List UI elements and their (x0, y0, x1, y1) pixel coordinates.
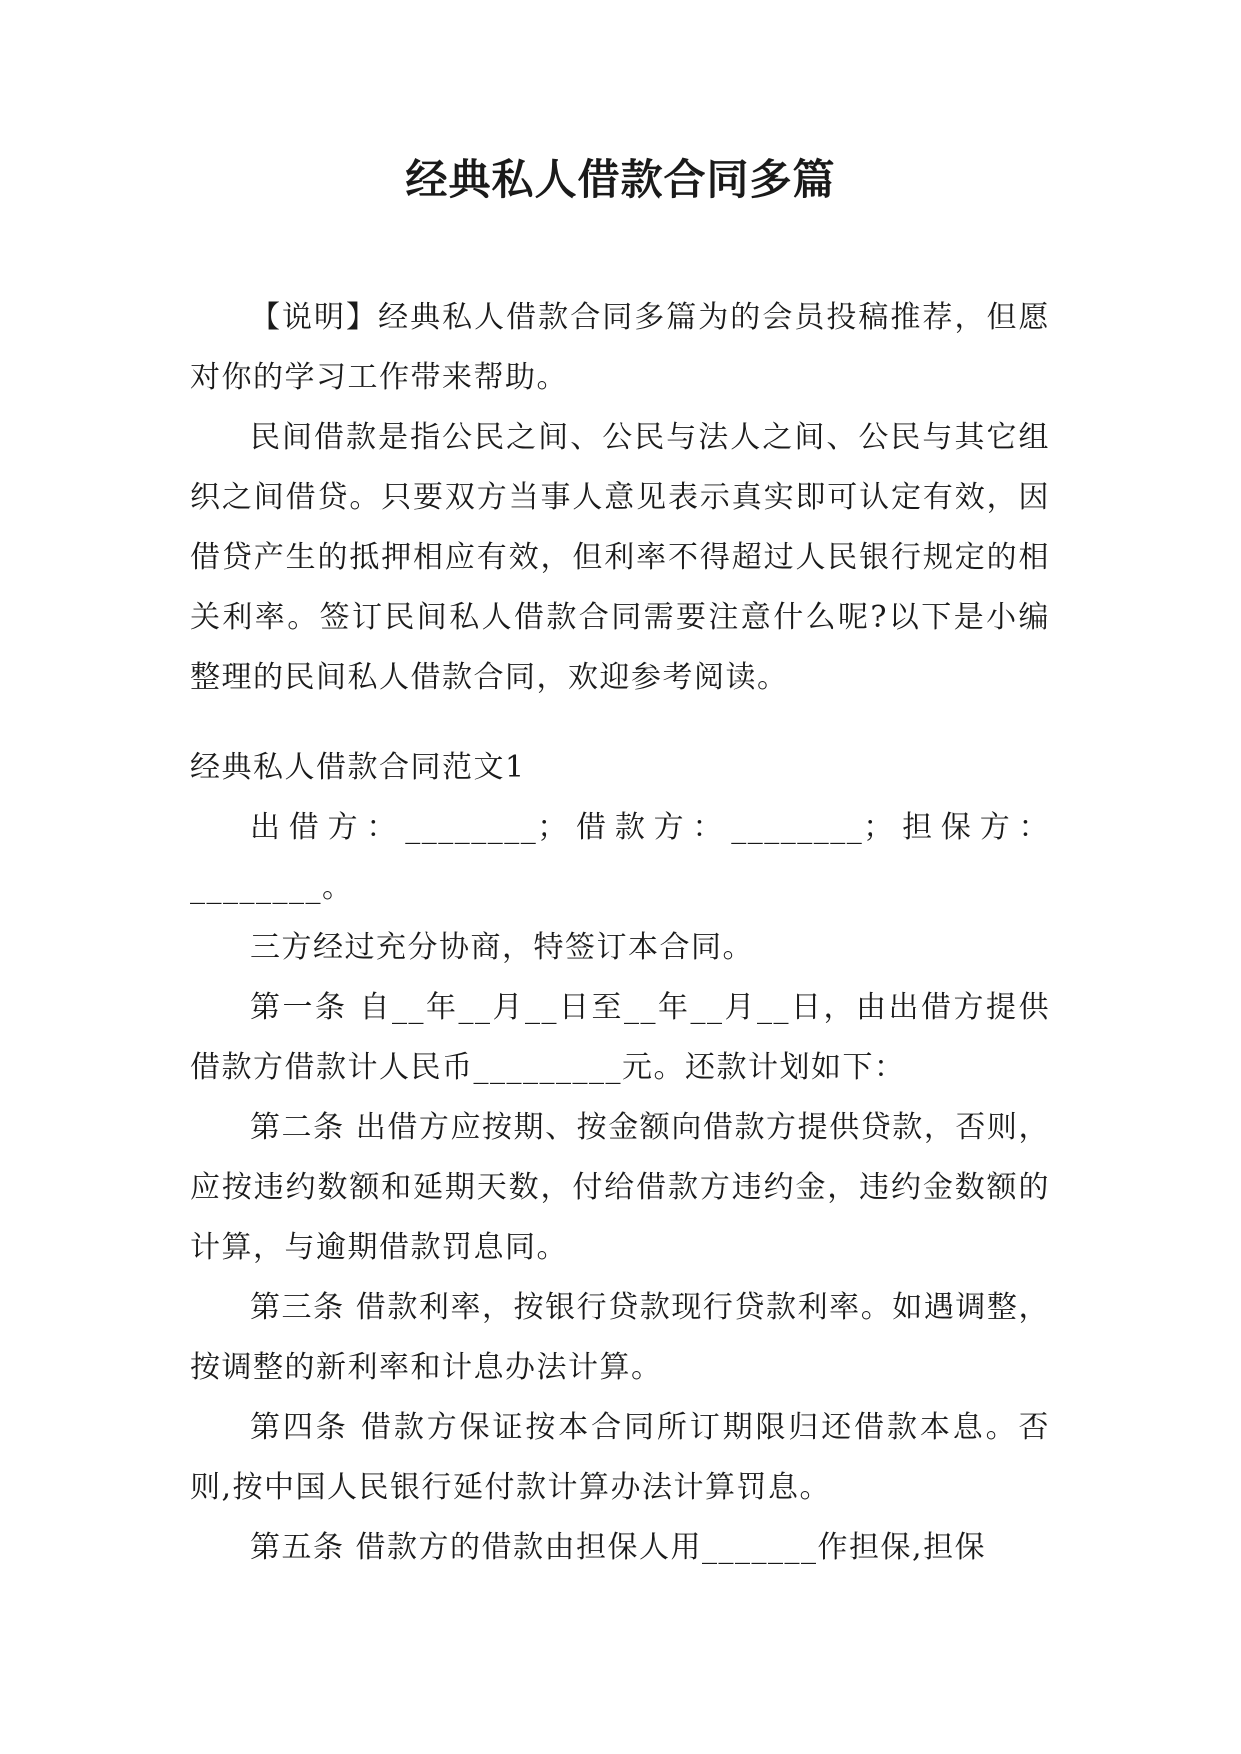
parties-paragraph: 出借方：________；借款方：________；担保方：________。 (190, 810, 1050, 905)
section-heading: 经典私人借款合同范文1 (190, 750, 526, 785)
intro-paragraph-2: 民间借款是指公民之间、公民与法人之间、公民与其它组织之间借贷。只要双方当事人意见表示真实即可认定有效，因借贷产生的抵押相应有效，但利率不得超过人民银行规定的相关利率。签订民间私人借款合同需要注意什么呢?以下是小编整理的民间私人借款合同，欢迎参考阅读。 (190, 420, 1050, 695)
document-body (190, 288, 1050, 1578)
article-2-paragraph: 第二条 出借方应按期、按金额向借款方提供贷款，否则，应按违约数额和延期天数，付给借款方违约金，违约金数额的计算，与逾期借款罚息同。 (190, 1110, 1050, 1265)
intro-paragraph-1: 【说明】经典私人借款合同多篇为的会员投稿推荐，但愿对你的学习工作带来帮助。 (190, 300, 1050, 395)
article-5-paragraph: 第五条 借款方的借款由担保人用_______作担保,担保 (250, 1530, 987, 1565)
article-1-paragraph: 第一条 自__年__月__日至__年__月__日，由出借方提供借款方借款计人民币_________元。还款计划如下： (190, 990, 1050, 1085)
article-3-paragraph: 第三条 借款利率，按银行贷款现行贷款利率。如遇调整，按调整的新利率和计息办法计算。 (190, 1290, 1050, 1385)
article-4-paragraph: 第四条 借款方保证按本合同所订期限归还借款本息。否则,按中国人民银行延付款计算办法计算罚息。 (190, 1410, 1050, 1505)
document-title: 经典私人借款合同多篇 (405, 155, 836, 204)
agreement-paragraph: 三方经过充分协商，特签订本合同。 (250, 930, 754, 965)
